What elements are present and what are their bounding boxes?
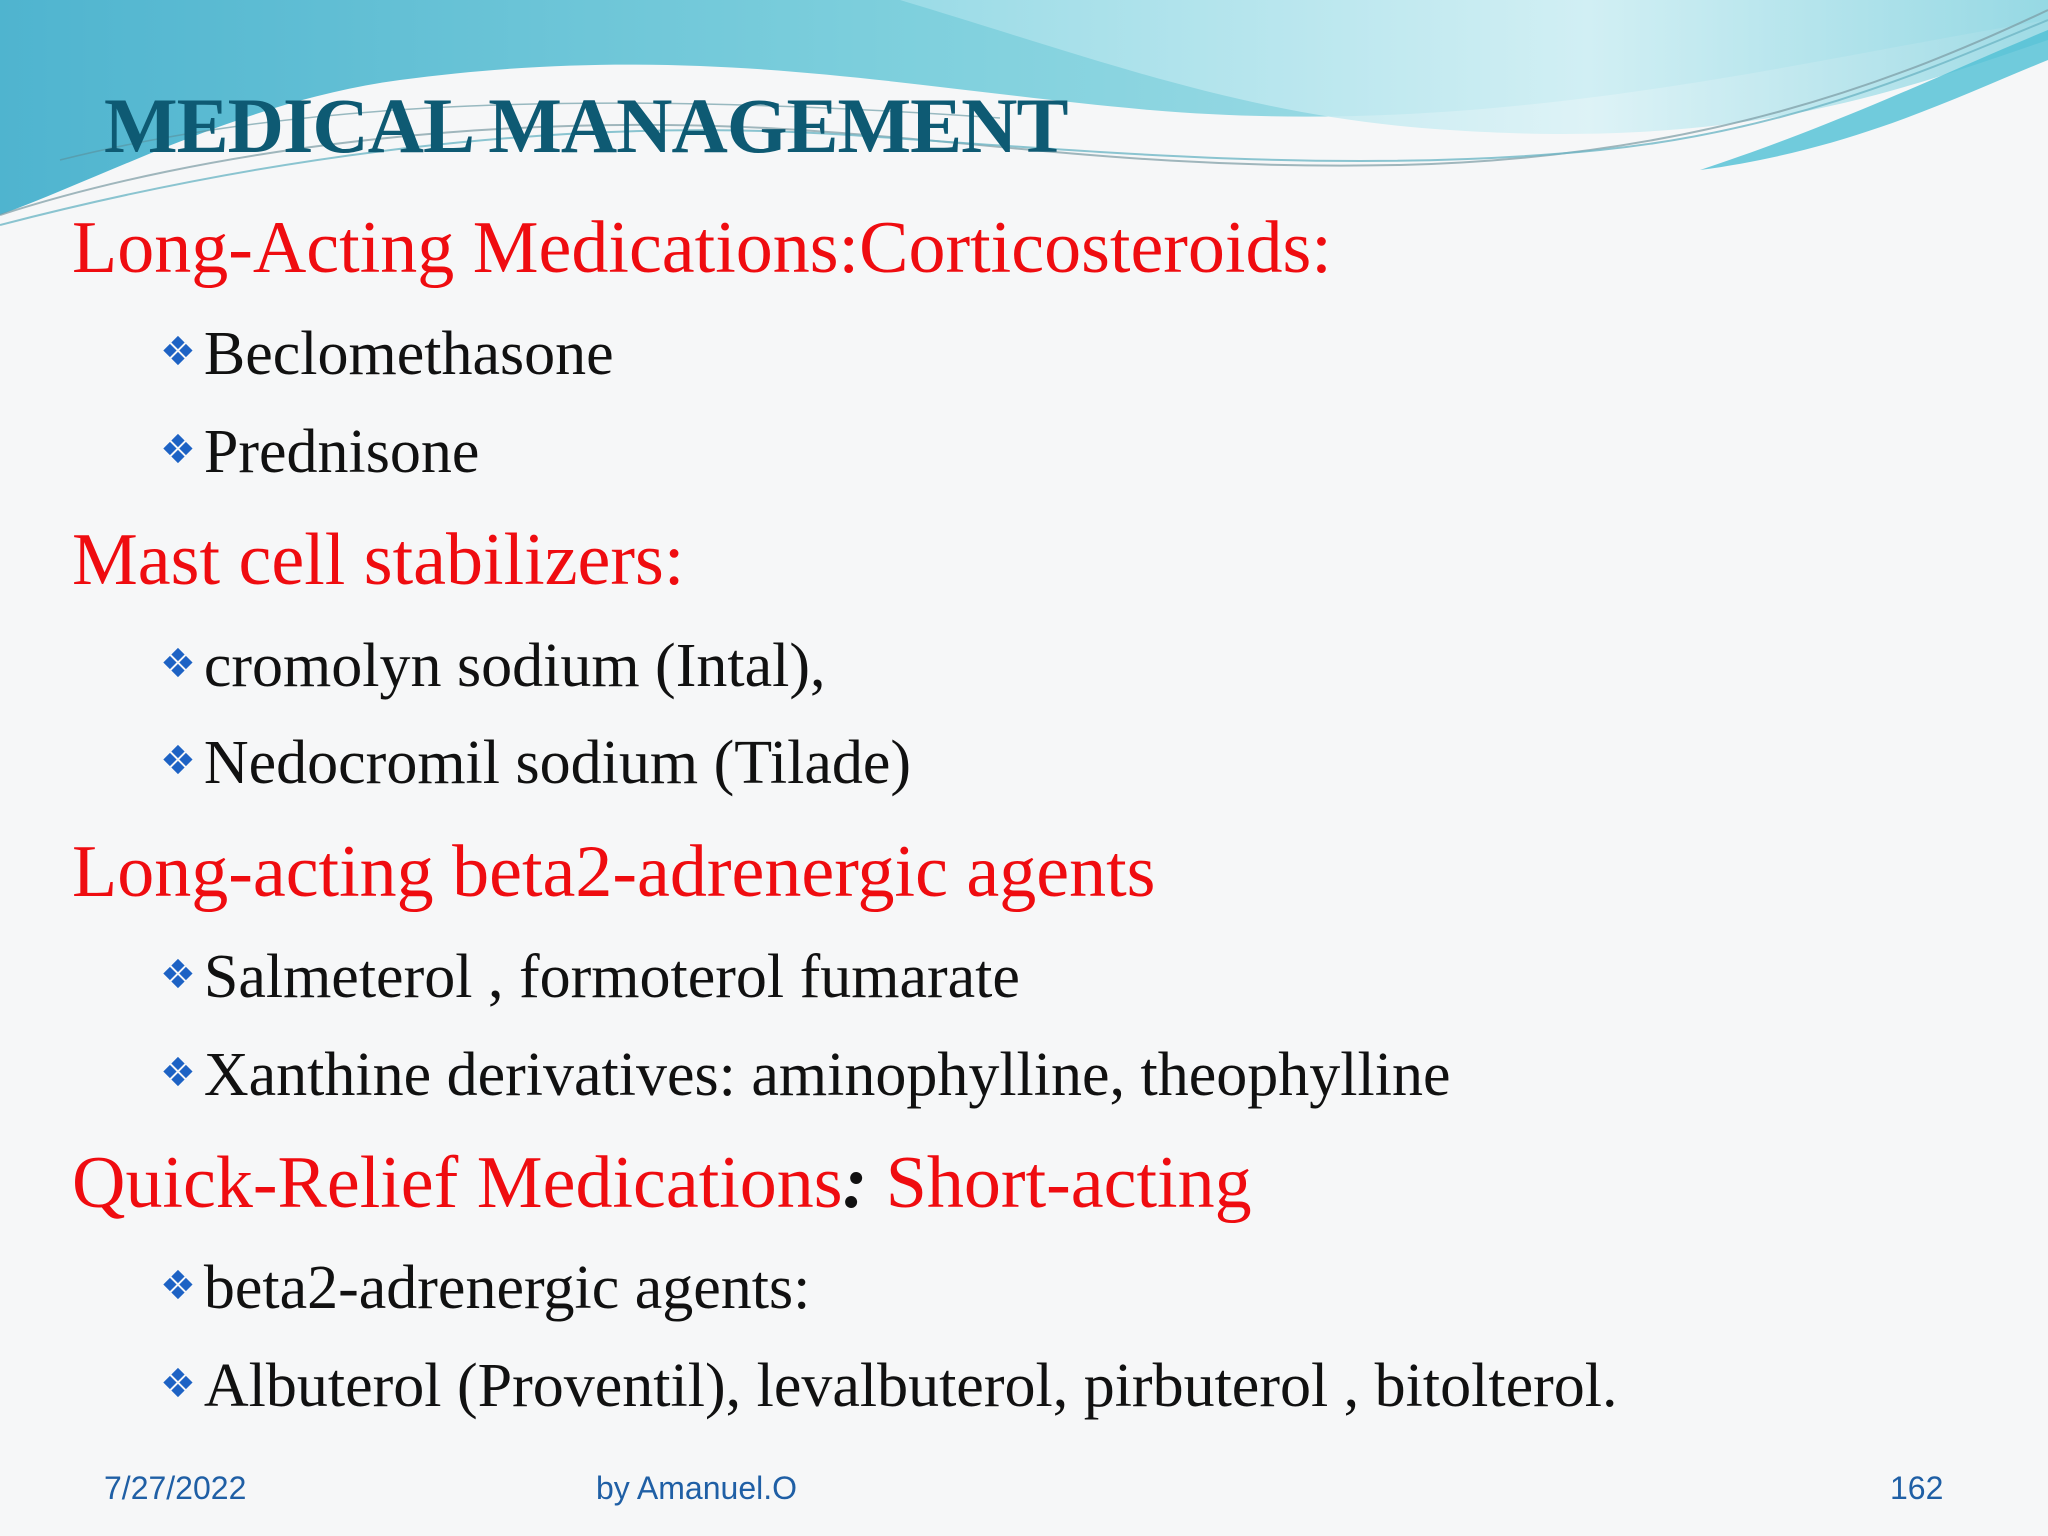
list-item-text: cromolyn sodium (Intal), bbox=[203, 632, 826, 700]
footer-author: by Amanuel.O bbox=[596, 1470, 797, 1506]
footer-date: 7/27/2022 bbox=[104, 1470, 247, 1506]
list-item bbox=[160, 941, 1020, 1013]
list-item-text: Albuterol (Proventil), levalbuterol, pirbuterol , bitolterol. bbox=[203, 1352, 1618, 1420]
section-heading-long-acting-corticosteroids: Long-Acting Medications:Corticosteroids: bbox=[72, 207, 1332, 289]
list-item bbox=[160, 727, 911, 799]
list-item bbox=[160, 1350, 1617, 1422]
list-item bbox=[160, 416, 479, 488]
diamond-bullet-icon: ❖ bbox=[160, 427, 196, 473]
diamond-bullet-icon: ❖ bbox=[160, 952, 196, 998]
list-item bbox=[160, 630, 825, 702]
list-item bbox=[160, 318, 614, 390]
list-item-text: Beclomethasone bbox=[203, 320, 614, 388]
heading-colon: : bbox=[842, 1142, 868, 1224]
diamond-bullet-icon: ❖ bbox=[160, 641, 196, 687]
slide-title: MEDICAL MANAGEMENT bbox=[104, 82, 1068, 169]
footer-page-number: 162 bbox=[1890, 1470, 1944, 1506]
list-item-text: Salmeterol , formoterol fumarate bbox=[203, 943, 1020, 1011]
heading-part-short-acting: Short-acting bbox=[867, 1142, 1252, 1224]
list-item-text: beta2-adrenergic agents: bbox=[203, 1254, 811, 1322]
list-item-text: Xanthine derivatives: aminophylline, theophylline bbox=[203, 1041, 1451, 1109]
list-item-text: Prednisone bbox=[203, 418, 480, 486]
heading-part-quick-relief: Quick-Relief Medications bbox=[72, 1142, 843, 1224]
list-item bbox=[160, 1252, 810, 1324]
diamond-bullet-icon: ❖ bbox=[160, 1361, 196, 1407]
diamond-bullet-icon: ❖ bbox=[160, 329, 196, 375]
section-heading-quick-relief bbox=[72, 1141, 1252, 1225]
diamond-bullet-icon: ❖ bbox=[160, 1050, 196, 1096]
diamond-bullet-icon: ❖ bbox=[160, 1263, 196, 1309]
section-heading-long-acting-beta2: Long-acting beta2-adrenergic agents bbox=[72, 831, 1156, 913]
list-item-text: Nedocromil sodium (Tilade) bbox=[203, 729, 912, 797]
diamond-bullet-icon: ❖ bbox=[160, 738, 196, 784]
section-heading-mast-cell-stabilizers: Mast cell stabilizers: bbox=[72, 519, 685, 601]
list-item bbox=[160, 1039, 1450, 1111]
